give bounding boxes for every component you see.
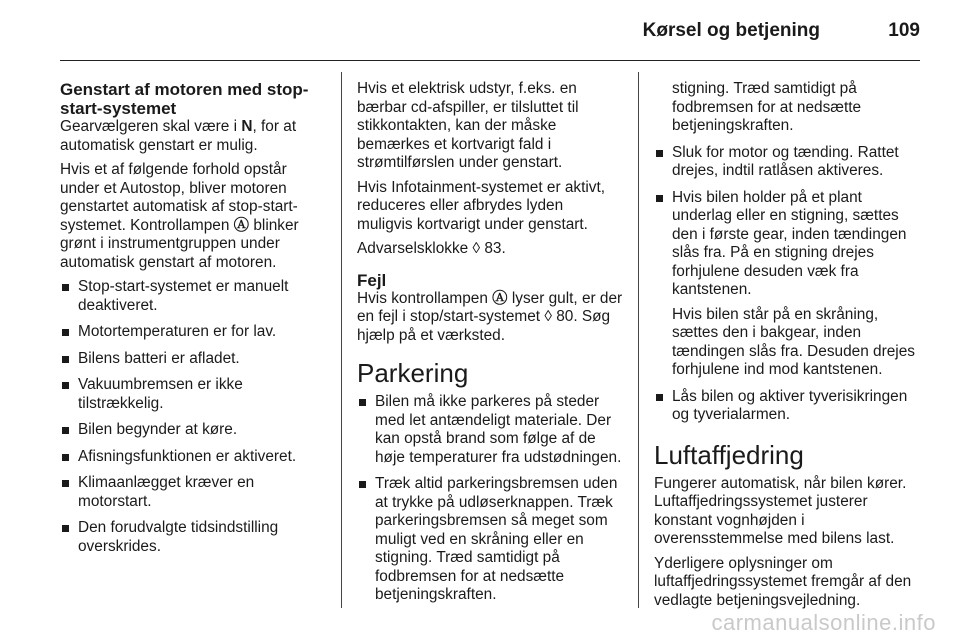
section-heading-luftaffjedring: Luftaffjedring [654, 439, 804, 470]
section-heading-restart: Genstart af motoren med stop-start-systemet [60, 80, 309, 118]
text: lyser gult, er der en fejl i stop/start-systemet ◊ 80. Søg hjælp på et værksted. [357, 289, 623, 344]
watermark: carmanualsonline.info [711, 610, 936, 635]
page-number: 109 [888, 20, 920, 41]
list-item: Klimaanlægget kræver en motorstart. [60, 474, 326, 511]
paragraph-luft-1: Fungerer automatisk, når bilen kører. Luftaffjedringssystemet justerer konstant vognhøjden i overensstemmelse med bilens last. [654, 474, 907, 547]
list-item: Bilen begynder at køre. [60, 421, 326, 440]
list-item: Hvis bilen holder på et plant underlag eller en stigning, sættes den i første gear, inden tændingen slås fra. På en stigning drejes forhjulene desuden væk fra kantstenen. [654, 189, 920, 300]
page-header-title: Kørsel og betjening [642, 20, 820, 41]
list-item: Bilens batteri er afladet. [60, 350, 326, 369]
header-rule [60, 60, 920, 61]
list-item: Vakuumbremsen er ikke tilstrækkelig. [60, 376, 326, 413]
list-item: Træk altid parkeringsbremsen uden at trykke på udløserknappen. Træk parkeringsbremsen så meget som muligt ved en skråning eller en stigning. Træd samtidigt på fodbremsen for at nedsætte betjeningskraften. [357, 475, 623, 605]
list-item: Motortemperaturen er for lav. [60, 323, 326, 342]
paragraph-electrical: Hvis et elektrisk udstyr, f.eks. en bærbar cd-afspiller, er tilsluttet til stikkontakten, kan der måske bemærkes et kortvarigt fald i strømtilførslen under genstart. [357, 80, 579, 171]
paragraph-autostop [60, 161, 326, 272]
list-item: Stop-start-systemet er manuelt deaktiveret. [60, 278, 326, 315]
autostop-lamp-icon: Ⓐ [492, 289, 508, 307]
paragraph-warning-chime: Advarselsklokke ◊ 83. [357, 240, 506, 257]
list-item: Sluk for motor og tænding. Rattet drejes, indtil ratlåsen aktiveres. [654, 144, 920, 181]
text: , for at automatisk genstart er mulig. [60, 118, 297, 154]
text: Hvis kontrollampen [357, 289, 493, 307]
paragraph-luft-2: Yderligere oplysninger om luftaffjedringssystemet fremgår af den vedlagte betjeningsvejledning. [654, 554, 912, 609]
paragraph-gear [60, 118, 326, 155]
column-2 [357, 80, 623, 613]
column-divider-2 [638, 72, 639, 608]
paragraph-infotainment: Hvis Infotainment-systemet er aktivt, reduceres eller afbrydes lyden muligvis kortvarigt under genstart. [357, 178, 606, 233]
column-1 [60, 80, 326, 564]
autostop-lamp-icon: Ⓐ [233, 216, 250, 234]
section-heading-fejl: Fejl [357, 270, 387, 290]
list-item: Den forudvalgte tidsindstilling overskrides. [60, 519, 326, 556]
text: blinker grønt i instrumentgruppen under automatisk genstart af motoren. [60, 216, 299, 271]
text: Hvis et af følgende forhold opstår under et Autostop, bliver motoren genstartet automatisk af stop-start-systemet. Kontrollampen [60, 161, 298, 234]
column-divider-1 [341, 72, 342, 608]
list-item: Lås bilen og aktiver tyverisikringen og tyverialarmen. [654, 388, 920, 425]
gear-n: N [241, 118, 253, 135]
section-heading-parkering: Parkering [357, 358, 469, 388]
text: Gearvælgeren skal være i [60, 118, 242, 135]
column-3 [654, 80, 920, 616]
list-item: Afisningsfunktionen er aktiveret. [60, 448, 326, 467]
list-item: Bilen må ikke parkeres på steder med let antændeligt materiale. Der kan opstå brand som følge af de høje temperaturer fra udstødningen. [357, 393, 623, 467]
list-item-continuation: Hvis bilen står på en skråning, sættes den i bakgear, inden tændingen slås fra. Desuden drejes forhjulene ind mod kantstenen. [672, 305, 915, 378]
continued-text: stigning. Træd samtidigt på fodbremsen for at nedsætte betjeningskraften. [672, 80, 862, 134]
paragraph-fejl [357, 290, 623, 346]
